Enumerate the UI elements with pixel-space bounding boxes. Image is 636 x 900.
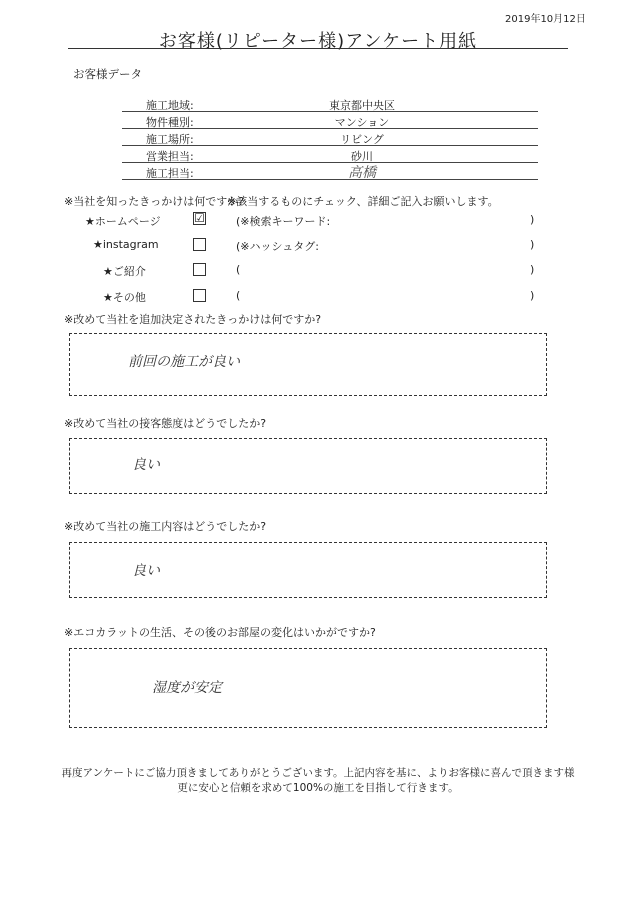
customer-row-value: マンション	[334, 116, 390, 129]
customer-row-installer	[122, 162, 538, 180]
q1-option-close-paren: )	[530, 289, 535, 302]
q1-option-detail: (	[236, 263, 241, 276]
q1-option-detail: (	[236, 289, 241, 302]
customer-row-key: 施工地域:	[146, 99, 194, 112]
q3-answer-box[interactable]	[69, 438, 547, 494]
q4-answer-box[interactable]	[69, 542, 547, 598]
q1-option-close-paren: )	[530, 238, 535, 251]
q1-question: ※当社を知ったきっかけは何ですか?	[64, 195, 245, 208]
q1-option-checkbox[interactable]: ☑	[194, 211, 205, 225]
q5-answer-text: 湿度が安定	[152, 680, 222, 696]
q2-question: ※改めて当社を追加決定されたきっかけは何ですか?	[64, 313, 322, 326]
q1-option-label: ★instagram	[93, 238, 159, 251]
customer-row-value: 東京都中央区	[329, 99, 395, 112]
customer-row-property-type	[122, 111, 538, 129]
q5-question: ※エコカラットの生活、その後のお部屋の変化はいかがですか?	[64, 626, 376, 639]
survey-date: 2019年10月12日	[505, 14, 586, 25]
q3-question: ※改めて当社の接客態度はどうでしたか?	[64, 417, 267, 430]
customer-row-value: 高橋	[348, 165, 376, 181]
footer-line-1: 再度アンケートにご協力頂きましてありがとうございます。上記内容を基に、よりお客様に喜んで頂きます様	[61, 767, 575, 779]
q5-answer-box[interactable]	[69, 648, 547, 728]
customer-row-key: 施工担当:	[146, 167, 194, 180]
survey-title: お客様(リピーター様)アンケート用紙	[158, 31, 478, 52]
q1-option-label: ★ご紹介	[103, 265, 146, 278]
q1-option-checkbox[interactable]	[193, 238, 206, 251]
customer-row-location	[122, 128, 538, 146]
title-underline	[68, 48, 568, 49]
q1-option-close-paren: )	[530, 263, 535, 276]
q1-option-detail: (※検索キーワード:	[236, 215, 331, 228]
customer-row-sales-rep	[122, 145, 538, 163]
footer-line-2: 更に安心と信頼を求めて100%の施工を目指して行きます。	[177, 782, 459, 794]
q1-instruction: ※該当するものにチェック、詳細ご記入お願いします。	[227, 195, 499, 208]
q1-option-label: ★その他	[103, 291, 146, 304]
customer-row-area	[122, 94, 538, 112]
q2-answer-text: 前回の施工が良い	[128, 354, 240, 370]
footer-message	[0, 766, 636, 796]
customer-row-value: リビング	[340, 133, 384, 146]
q3-answer-text: 良い	[132, 457, 160, 473]
q1-option-detail: (※ハッシュタグ:	[236, 240, 319, 253]
q1-option-label: ★ホームページ	[85, 215, 161, 228]
customer-row-key: 物件種別:	[146, 116, 194, 129]
q4-question: ※改めて当社の施工内容はどうでしたか?	[64, 520, 267, 533]
q4-answer-text: 良い	[132, 563, 160, 579]
q1-option-checkbox[interactable]	[193, 263, 206, 276]
customer-data-label: お客様データ	[73, 67, 142, 81]
q2-answer-box[interactable]	[69, 333, 547, 396]
q1-option-checkbox[interactable]	[193, 289, 206, 302]
customer-row-value: 砂川	[351, 150, 373, 163]
q1-option-close-paren: )	[530, 213, 535, 226]
customer-row-key: 営業担当:	[146, 150, 194, 163]
customer-row-key: 施工場所:	[146, 133, 194, 146]
